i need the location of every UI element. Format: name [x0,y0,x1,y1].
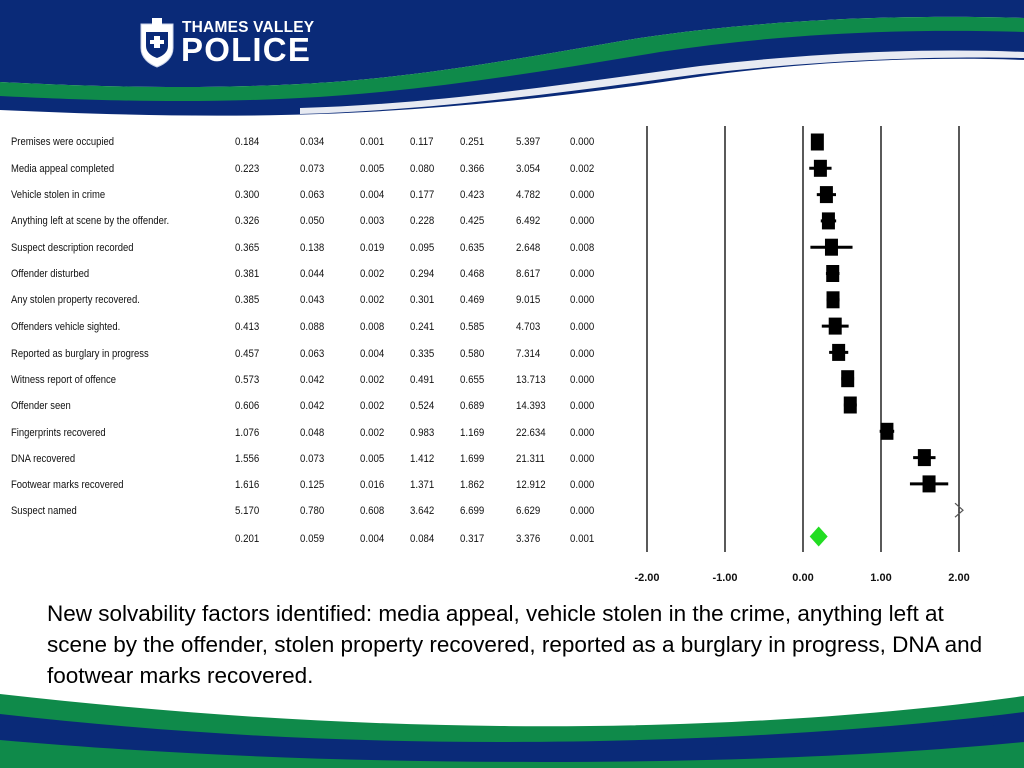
cell: 0.177 [410,189,435,201]
x-tick-label: -1.00 [712,572,738,584]
estimate-marker [822,212,835,229]
cell: 0.228 [410,215,435,227]
cell: 0.573 [235,374,260,386]
row-label: Suspect description recorded [11,242,134,254]
cell: 0.300 [235,189,260,201]
cell: 1.862 [460,479,485,491]
cell: 0.000 [570,427,595,439]
cell: 0.241 [410,321,435,333]
cell: 0.019 [360,242,385,254]
cell: 1.076 [235,427,260,439]
cell: 4.703 [516,321,541,333]
cell: 0.000 [570,453,595,465]
cell: 0.608 [360,505,385,517]
row-label: Suspect named [11,505,77,517]
row-label: Footwear marks recovered [11,479,124,491]
cell: 0.780 [300,505,325,517]
cell: 1.169 [460,427,485,439]
cell: 0.223 [235,163,260,175]
cell: 0.000 [570,294,595,306]
cell: 0.000 [570,189,595,201]
cell: 0.005 [360,453,385,465]
cell: 0.469 [460,294,485,306]
cell: 12.912 [516,479,546,491]
cell: 0.585 [460,321,485,333]
x-tick-label: 0.00 [792,572,814,584]
cell: 0.095 [410,242,435,254]
cell: 0.326 [235,215,260,227]
x-tick-label: 1.00 [870,572,892,584]
estimate-marker [923,475,936,492]
cell: 0.008 [360,321,385,333]
bottom-banner [0,690,1024,768]
cell: 1.699 [460,453,485,465]
cell: 22.634 [516,427,546,439]
cell: 0.184 [235,136,260,148]
cell: 0.002 [360,427,385,439]
cell: 0.063 [300,189,325,201]
row-label: Vehicle stolen in crime [11,189,106,201]
cell: 0.000 [570,505,595,517]
estimate-marker [825,239,838,256]
row-label: DNA recovered [11,453,76,465]
cell: 0.000 [570,321,595,333]
estimate-marker [880,423,893,440]
cell: 0.084 [410,533,435,545]
cell: 0.000 [570,136,595,148]
cell: 0.580 [460,348,485,360]
cell: 3.642 [410,505,435,517]
cell: 0.042 [300,400,325,412]
row-label: Any stolen property recovered. [11,294,140,306]
cell: 0.251 [460,136,485,148]
cell: 0.034 [300,136,325,148]
row-label: Reported as burglary in progress [11,348,149,360]
row-label: Media appeal completed [11,163,115,175]
cell: 6.492 [516,215,541,227]
row-label: Offender seen [11,400,71,412]
cell: 0.000 [570,479,595,491]
cell: 0.016 [360,479,385,491]
cell: 9.015 [516,294,541,306]
cell: 0.524 [410,400,435,412]
cell: 0.425 [460,215,485,227]
cell: 0.002 [360,374,385,386]
cell: 0.044 [300,268,325,280]
cell: 0.000 [570,348,595,360]
cell: 0.004 [360,189,385,201]
cell: 0.606 [235,400,260,412]
cell: 1.412 [410,453,435,465]
cell: 0.317 [460,533,485,545]
estimate-marker [841,370,854,387]
cell: 5.397 [516,136,541,148]
cell: 0.003 [360,215,385,227]
cell: 1.616 [235,479,260,491]
summary-diamond [810,527,828,547]
cell: 6.629 [516,505,541,517]
cell: 0.002 [570,163,595,175]
cell: 0.366 [460,163,485,175]
cell: 0.073 [300,163,325,175]
cell: 0.635 [460,242,485,254]
caption-text: New solvability factors identified: media appeal, vehicle stolen in the crime, anything left at scene by the offender, stolen property recovered, reported as a burglary in progress, DNA and footwear marks recovered. [47,601,983,688]
cell: 6.699 [460,505,485,517]
cell: 0.381 [235,268,260,280]
x-tick-label: 2.00 [948,572,970,584]
estimate-marker [826,265,839,282]
cell: 2.648 [516,242,541,254]
row-label: Anything left at scene by the offender. [11,215,170,227]
row-label: Premises were occupied [11,136,115,148]
cell: 7.314 [516,348,541,360]
cell: 5.170 [235,505,260,517]
cell: 14.393 [516,400,546,412]
logo-text-police: POLICE [181,31,312,68]
cell: 0.002 [360,400,385,412]
cell: 0.491 [410,374,435,386]
cell: 0.138 [300,242,325,254]
cell: 1.371 [410,479,435,491]
cell: 0.689 [460,400,485,412]
cell: 3.054 [516,163,541,175]
cell: 0.002 [360,268,385,280]
cell: 0.001 [570,533,595,545]
cell: 0.365 [235,242,260,254]
cell: 0.125 [300,479,325,491]
cell: 0.050 [300,215,325,227]
cell: 0.457 [235,348,260,360]
cell: 0.073 [300,453,325,465]
cell: 0.000 [570,268,595,280]
row-label: Offenders vehicle sighted. [11,321,121,333]
x-tick-label: -2.00 [634,572,660,584]
cell: 0.042 [300,374,325,386]
cell: 13.713 [516,374,546,386]
estimate-marker [844,397,857,414]
row-label: Fingerprints recovered [11,427,106,439]
cell: 0.080 [410,163,435,175]
cell: 0.000 [570,400,595,412]
cell: 0.008 [570,242,595,254]
estimate-marker [811,134,824,151]
cell: 0.002 [360,294,385,306]
cell: 0.043 [300,294,325,306]
cell: 0.005 [360,163,385,175]
estimate-marker [829,318,842,335]
estimate-marker [814,160,827,177]
cell: 0.117 [410,136,434,148]
cell: 0.413 [235,321,260,333]
cell: 0.004 [360,348,385,360]
cell: 0.423 [460,189,485,201]
cell: 0.001 [360,136,385,148]
cell: 0.335 [410,348,435,360]
cell: 0.000 [570,374,595,386]
cell: 3.376 [516,533,541,545]
cell: 0.000 [570,215,595,227]
cell: 0.983 [410,427,435,439]
cell: 4.782 [516,189,541,201]
row-label: Offender disturbed [11,268,90,280]
cell: 0.294 [410,268,435,280]
cell: 0.048 [300,427,325,439]
cell: 1.556 [235,453,260,465]
cell: 0.063 [300,348,325,360]
cell: 0.301 [410,294,435,306]
cell: 0.468 [460,268,485,280]
cell: 0.059 [300,533,325,545]
estimate-marker [918,449,931,466]
row-label: Witness report of offence [11,374,117,386]
cell: 8.617 [516,268,541,280]
cell: 0.088 [300,321,325,333]
cell: 0.655 [460,374,485,386]
estimate-marker [832,344,845,361]
cell: 0.385 [235,294,260,306]
cell: 21.311 [516,453,545,465]
cell: 0.201 [235,533,260,545]
estimate-marker [827,291,840,308]
cell: 0.004 [360,533,385,545]
logo-text-thames-valley: THAMES VALLEY [182,19,315,36]
estimate-marker [820,186,833,203]
